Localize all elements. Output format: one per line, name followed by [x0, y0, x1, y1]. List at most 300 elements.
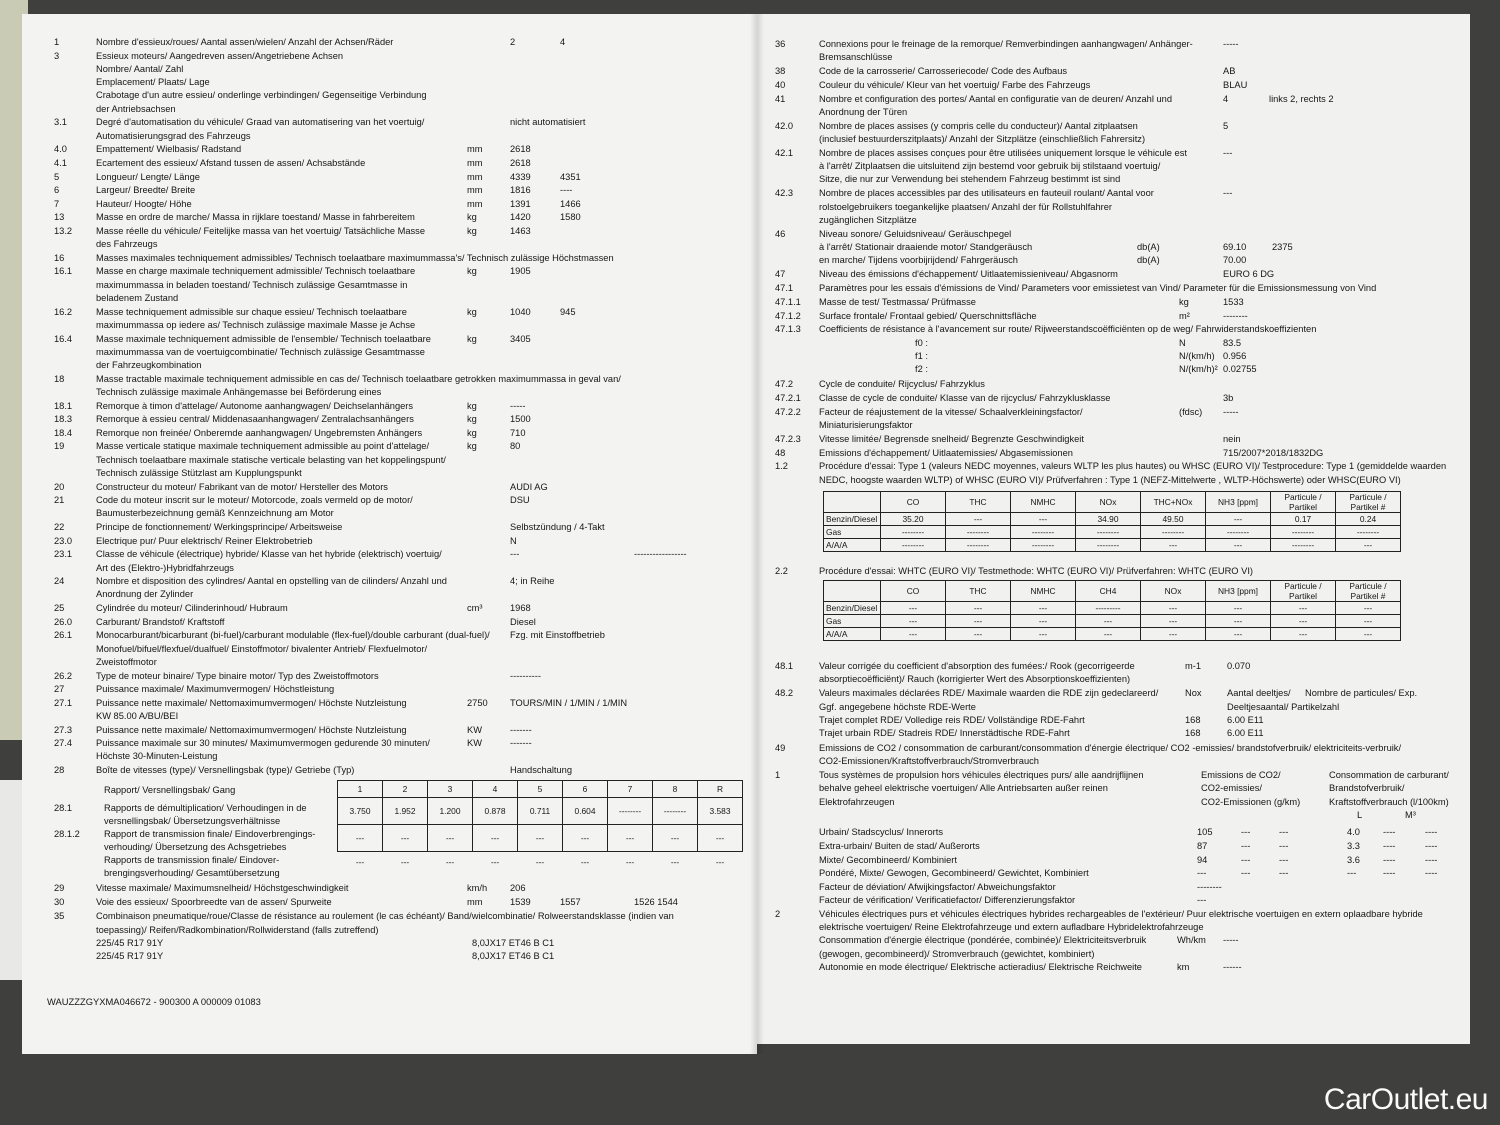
- row-label: [96, 171, 200, 184]
- emissions-table: [823, 580, 1401, 641]
- fuel-header: Brandstofverbruik/: [1329, 783, 1405, 794]
- value-1: ---: [1223, 147, 1233, 158]
- label-line: Vitesse maximale/ Maximumsnelheid/ Höchstgeschwindigkeit: [96, 882, 349, 893]
- label-line: Puissance maximale sur 30 minutes/ Maximumvermogen gedurende 30 minuten/: [96, 738, 430, 749]
- label-line: Boîte de vitesses (type)/ Versnellingsbak (type)/ Getriebe (Typ): [96, 765, 355, 776]
- row-number: 4.1: [54, 157, 67, 168]
- row-label: [96, 683, 334, 696]
- row-label: [819, 65, 1067, 78]
- coeff-unit: N/(km/h)²: [1179, 364, 1218, 375]
- table-cell: --------: [946, 526, 1011, 539]
- value-3: -----------------: [634, 549, 687, 560]
- row-label: [96, 882, 349, 895]
- row-number: 35: [54, 911, 65, 922]
- value-1: 710: [510, 427, 526, 438]
- label-line: (gewogen, gecombineerd)/ Stromverbrauch (gewichtet, kombiniert): [819, 948, 1095, 959]
- row-label: [819, 282, 1376, 295]
- gearbox-table-row: [338, 851, 743, 872]
- row-label: [96, 373, 621, 400]
- table-row: [824, 539, 1401, 552]
- unit: 2750: [467, 697, 488, 708]
- gearbox-table-row: [338, 780, 743, 797]
- gearbox-table-row: [338, 797, 743, 824]
- row-label: [96, 521, 342, 534]
- table-cell: ---: [1336, 539, 1401, 552]
- label-line: Constructeur du moteur/ Fabrikant van de motor/ Hersteller des Motors: [96, 481, 388, 492]
- row-label: [819, 228, 1032, 268]
- unit: mm: [467, 185, 483, 196]
- co2-header: CO2-emissies/: [1201, 783, 1262, 794]
- gearbox-cell: 6: [563, 780, 608, 797]
- value-1: ---: [510, 549, 520, 560]
- tyre-size: 8,0JX17 ET46 B C1: [472, 937, 555, 948]
- table-cell: ---: [1336, 601, 1401, 614]
- row-label: [96, 896, 332, 909]
- row-label: [96, 252, 614, 265]
- value: ------: [1223, 962, 1242, 973]
- table-cell: ---: [1336, 614, 1401, 627]
- row-number: 27: [54, 684, 65, 695]
- row-number: 42.0: [775, 120, 794, 131]
- table-header-cell: THC: [946, 492, 1011, 513]
- row-label: [96, 36, 393, 49]
- row-label: [96, 602, 288, 615]
- row-label: [819, 687, 1158, 740]
- row-label: [819, 660, 1135, 687]
- label-line: absorptiecoëfficiënt)/ Rauch (korrigierter Wert des Absorptionskoeffizienten): [819, 673, 1131, 684]
- row-number: 19: [54, 441, 65, 452]
- table-cell: A/A/A: [824, 539, 881, 552]
- coeff-label: f1 :: [915, 350, 928, 361]
- row-label: [96, 211, 415, 224]
- value-1: 1040: [510, 306, 531, 317]
- consumption-b: ---: [1279, 840, 1289, 851]
- label-line: elektrische voertuigen/ Reine Elektrofahrzeuge und extern aufladbare Hybridelektrofahrzeuge: [819, 922, 1204, 933]
- value-1: 4; in Reihe: [510, 576, 555, 587]
- row-label: [96, 764, 354, 777]
- value-1: 1391: [510, 198, 531, 209]
- row-number: 47.1.1: [775, 296, 801, 307]
- label-line: Rapport de transmission finale/ Eindoverbrengings-: [104, 828, 316, 839]
- row-label: [96, 157, 365, 170]
- consumption-l: 4.0: [1347, 827, 1360, 838]
- table-header-cell: NOx: [1141, 580, 1206, 601]
- label-line: Facteur de réajustement de la vitesse/ Schaalverkleiningsfactor/: [819, 406, 1083, 417]
- table-cell: Benzin/Diesel: [824, 601, 881, 614]
- value-1: 206: [510, 882, 526, 893]
- label-line: Classe de véhicule (électrique) hybride/ Klasse van het hybride (elektrisch) voertuig/: [96, 549, 442, 560]
- row-number: 18.1: [54, 400, 73, 411]
- row-label: [96, 616, 225, 629]
- row-label: [819, 460, 1446, 487]
- label-line: maximummassa van de voertuigcombinatie/ Technisch zulässige Gesamtmasse: [96, 346, 425, 357]
- value-1: Handschaltung: [510, 765, 573, 776]
- consumption-co2: 105: [1197, 827, 1213, 838]
- gearbox-cell: ---: [490, 856, 500, 867]
- gearbox-cell: 5: [518, 780, 563, 797]
- row-number: 25: [54, 603, 65, 614]
- row-number: 48.2: [775, 688, 794, 699]
- label-line: Consommation d'énergie électrique (pondérée, combinée)/ Elektriciteitsverbruik: [819, 935, 1147, 946]
- row-number: 26.2: [54, 670, 73, 681]
- value-1: -------: [510, 724, 532, 735]
- rde-col-1: Nox: [1185, 688, 1202, 699]
- row-number: 6: [54, 185, 60, 196]
- gearbox-cell: ---: [715, 856, 725, 867]
- label-line: Remorque à essieu central/ Middenasaanhangwagen/ Zentralachsanhängers: [96, 414, 414, 425]
- value-2: 1580: [560, 212, 581, 223]
- table-cell: 0.24: [1336, 513, 1401, 526]
- value-1: TOURS/MIN / 1/MIN / 1/MIN: [510, 697, 628, 708]
- row-number: 42.3: [775, 188, 794, 199]
- row-label: [96, 265, 415, 305]
- row-number: 26.0: [54, 616, 73, 627]
- table-cell: Gas: [824, 526, 881, 539]
- document-page-right: [757, 14, 1470, 1044]
- value-1: -----: [1223, 39, 1239, 49]
- label-line: Baumusterbezeichnung gemäß Kennzeichnung am Motor: [96, 508, 334, 519]
- label-line: Masse réelle du véhicule/ Feitelijke massa van het voertuig/ Tatsächliche Masse: [96, 225, 425, 236]
- row-number: 40: [775, 79, 786, 90]
- gearbox-table-row: [338, 824, 743, 851]
- table-cell: 35.20: [881, 513, 946, 526]
- label-line: Type de moteur binaire/ Type binaire motor/ Typ des Zweistoffmotors: [96, 670, 379, 681]
- row-number: 47.1: [775, 282, 794, 293]
- gearbox-cell: 7: [608, 780, 653, 797]
- label-line: brengingsverhouding/ Gesamtübersetzung: [104, 867, 280, 878]
- table-row: [824, 614, 1401, 627]
- row-number: 36: [775, 39, 786, 49]
- table-cell: ---: [946, 614, 1011, 627]
- label-line: Principe de fonctionnement/ Werkingsprincipe/ Arbeitsweise: [96, 522, 343, 533]
- consumption-co2: 87: [1197, 840, 1208, 851]
- label-line: Nombre/ Aantal/ Zahl: [96, 63, 184, 74]
- table-cell: ---: [946, 513, 1011, 526]
- row-number: 28.1.2: [54, 828, 80, 839]
- coeff-label: f0 :: [915, 337, 928, 348]
- table-cell: ---: [1011, 601, 1076, 614]
- label-line: Masse maximale techniquement admissible de l'ensemble/ Technisch toelaatbare: [96, 333, 431, 344]
- label-line: Classe de cycle de conduite/ Klasse van de rijcyclus/ Fahrzyklusklasse: [819, 392, 1111, 403]
- row-label: [104, 854, 280, 881]
- label-line: Carburant/ Brandstof/ Kraftstoff: [96, 616, 225, 627]
- gearbox-cell: ---: [428, 824, 473, 851]
- gearbox-cell: R: [698, 780, 743, 797]
- row-number: 2: [775, 908, 781, 919]
- value-1: -----: [1223, 406, 1239, 417]
- label-line: Masse techniquement admissible sur chaque essieu/ Technisch toelaatbare: [96, 306, 407, 317]
- gearbox-cell: ---: [653, 824, 698, 851]
- table-row: [824, 513, 1401, 526]
- table-header-row: [824, 580, 1401, 601]
- label-line: Connexions pour le freinage de la remorque/ Remverbindingen aanhangwagen/ Anhänger-: [819, 39, 1193, 49]
- rde-col-2: 6.00 E11: [1227, 714, 1264, 725]
- row-number: 22: [54, 522, 65, 533]
- value-1: Fzg. mit Einstoffbetrieb: [510, 630, 605, 641]
- value-1: DSU: [510, 495, 530, 506]
- consumption-co2: ---: [1197, 868, 1207, 879]
- label-line: Paramètres pour les essais d'émissions de Vind/ Parameters voor emissietest van Vind/ Parameter für die Emissionsmessung von Vind: [819, 282, 1377, 293]
- unit: m-1: [1185, 660, 1202, 671]
- table-header-cell: CH4: [1076, 580, 1141, 601]
- row-number: 3: [54, 50, 60, 61]
- background-sheet: [0, 780, 24, 980]
- table-cell: ---: [1141, 539, 1206, 552]
- table-header-cell: CO: [881, 492, 946, 513]
- consumption-co2: ---: [1197, 895, 1207, 906]
- co2-header: CO2-Emissionen (g/km): [1201, 796, 1301, 807]
- unit: KW: [467, 738, 482, 749]
- label-line: Nombre et disposition des cylindres/ Aantal en opstelling van de cilinders/ Anzahl und: [96, 576, 447, 587]
- unit: mm: [467, 144, 483, 155]
- row-label: Mixte/ Gecombineerd/ Kombiniert: [819, 854, 957, 865]
- label-line: maximummassa in beladen toestand/ Technisch zulässige Gesamtmasse in: [96, 279, 408, 290]
- unit-l: L: [1357, 809, 1363, 820]
- row-label: Procédure d'essai: WHTC (EURO VI)/ Testmethode: WHTC (EURO VI)/ Prüfverfahren: WHTC (EURO VI): [819, 566, 1253, 577]
- table-header-cell: [824, 580, 881, 601]
- unit-m3: M³: [1405, 809, 1416, 820]
- row-label: [96, 116, 424, 143]
- value-1: 3b: [1223, 392, 1234, 403]
- row-number: 1: [775, 770, 781, 781]
- row-number: 13: [54, 212, 65, 223]
- consumption-a: ---: [1241, 840, 1251, 851]
- row-number: 16: [54, 252, 65, 263]
- table-cell: --------: [1141, 526, 1206, 539]
- label-line: Höchste 30-Minuten-Leistung: [96, 751, 218, 762]
- row-label: [96, 535, 313, 548]
- label-line: Masses maximales techniquement admissibles/ Technisch toelaatbare maximummassa's/ Technisch zulässige Höchstmassen: [96, 252, 614, 263]
- gearbox-cell: ---: [400, 856, 410, 867]
- value-1: 4339: [510, 171, 531, 182]
- label-line: Ecartement des essieux/ Afstand tussen de assen/ Achsabstände: [96, 157, 366, 168]
- row-label: [819, 447, 1073, 460]
- table-cell: ---: [1206, 614, 1271, 627]
- label-line: Nombre de places assises (y compris celle du conducteur)/ Aantal zitplaatsen: [819, 120, 1138, 131]
- row-number: 16.1: [54, 266, 73, 277]
- label-line: Rapports de transmission finale/ Eindover-: [104, 854, 280, 865]
- unit: kg: [467, 427, 477, 438]
- coeff-value: 0.02755: [1223, 364, 1257, 375]
- label-line: Essieux moteurs/ Aangedreven assen/Angetriebene Achsen: [96, 50, 344, 61]
- row-number: 42.1: [775, 147, 794, 158]
- table-cell: ---: [1141, 601, 1206, 614]
- unit: kg: [467, 306, 477, 317]
- table-cell: --------: [1206, 526, 1271, 539]
- consumption-b: ---: [1279, 868, 1289, 879]
- row-label: [96, 481, 388, 494]
- rde-col-2: Aantal deeltjes/: [1227, 688, 1291, 699]
- label-line: der Antriebsachsen: [96, 103, 176, 114]
- row-label: [96, 670, 379, 683]
- label-line: Masse en ordre de marche/ Massa in rijklare toestand/ Masse in fahrbereitem: [96, 212, 415, 223]
- row-number: 2.2: [775, 566, 788, 577]
- label-line: Electrique pur/ Puur elektrisch/ Reiner Elektrobetrieb: [96, 535, 313, 546]
- table-cell: ---: [1336, 627, 1401, 640]
- row-label: Facteur de déviation/ Afwijkingsfactor/ Abweichungsfaktor: [819, 881, 1056, 892]
- label-line: Puissance nette maximale/ Nettomaximumvermogen/ Höchste Nutzleistung: [96, 724, 407, 735]
- consumption-m1: ----: [1383, 840, 1396, 851]
- table-cell: ---: [881, 614, 946, 627]
- table-cell: --------: [1271, 539, 1336, 552]
- row-number: 27.4: [54, 738, 73, 749]
- value-1: N: [510, 535, 517, 546]
- value-1: 5: [1223, 120, 1229, 131]
- label-line: Niveau des émissions d'échappement/ Uitlaatemissieniveau/ Abgasnorm: [819, 269, 1118, 280]
- label-line: Technisch zulässige maximale Anhängemasse bei Beförderung eines: [96, 386, 382, 397]
- unit: kg: [467, 414, 477, 425]
- row-number: 46: [775, 228, 786, 239]
- label-line: der Fahrzeugkombination: [96, 360, 202, 371]
- label-line: Masse en charge maximale techniquement admissible/ Technisch toelaatbare: [96, 266, 416, 277]
- label-line: Voie des essieux/ Spoorbreedte van de assen/ Spurweite: [96, 897, 332, 907]
- label-line: Rapport/ Versnellingsbak/ Gang: [104, 784, 236, 795]
- consumption-m2: ----: [1425, 854, 1438, 865]
- label-line: 225/45 R17 91Y: [96, 951, 164, 962]
- consumption-l: 3.3: [1347, 840, 1360, 851]
- value-1: 2618: [510, 144, 531, 155]
- consumption-l: ---: [1347, 868, 1357, 879]
- row-label: [819, 120, 1145, 147]
- label-line: Emplacement/ Plaats/ Lage: [96, 77, 210, 88]
- value-1: -----: [510, 400, 526, 411]
- value-1: 2618: [510, 157, 531, 168]
- label-line: Couleur du véhicule/ Kleur van het voertuig/ Farbe des Fahrzeugs: [819, 79, 1091, 90]
- label-line: (inclusief bestuurderszitplaats)/ Anzahl der Sitzplätze (einschließlich Fahrersitz): [819, 134, 1146, 145]
- table-header-cell: Particule / Partikel #: [1336, 492, 1401, 513]
- gearbox-cell: 1: [338, 780, 383, 797]
- fuel-header: Kraftstoffverbrauch (l/100km): [1329, 796, 1449, 807]
- gearbox-cell: --------: [653, 797, 698, 824]
- unit: kg: [467, 212, 477, 223]
- row-number: 18.3: [54, 414, 73, 425]
- value-1: 715/2007*2018/1832DG: [1223, 447, 1324, 458]
- row-number: 47.2.2: [775, 406, 801, 417]
- gearbox-cell: ---: [383, 824, 428, 851]
- label-line: Anordnung der Zylinder: [96, 589, 194, 600]
- value: -----: [1223, 935, 1239, 946]
- table-cell: ---------: [1076, 601, 1141, 614]
- row-label: [96, 548, 442, 575]
- gearbox-cell: ---: [563, 824, 608, 851]
- rde-col-1: 168: [1185, 728, 1201, 739]
- row-label: [96, 697, 407, 724]
- table-cell: ---: [1206, 539, 1271, 552]
- value-1: 0.070: [1227, 660, 1251, 671]
- value-2: 1557: [560, 897, 581, 907]
- label-line: Trajet urbain RDE/ Stadreis RDE/ Innerstädtische RDE-Fahrt: [819, 728, 1070, 739]
- consumption-co2: 94: [1197, 854, 1208, 865]
- label-line: Technisch toelaatbare maximale statische verticale belasting van het koppelingspunt/: [96, 454, 446, 465]
- table-header-cell: THC+NOx: [1141, 492, 1206, 513]
- table-cell: --------: [1011, 539, 1076, 552]
- gearbox-cell: ---: [535, 856, 545, 867]
- label-line: Combinaison pneumatique/roue/Classe de résistance au roulement (le cas échéant)/ Band/wielcombinatie/ Rolweerstandsklasse (indien van: [96, 911, 674, 922]
- gearbox-cell: ---: [625, 856, 635, 867]
- row-number: 13.2: [54, 225, 73, 236]
- value-2: ----: [560, 185, 573, 196]
- gearbox-cell: ---: [338, 824, 383, 851]
- label-line: Monocarburant/bicarburant (bi-fuel)/carburant modulable (flex-fuel)/double carburant (dual-fuel)/: [96, 630, 490, 641]
- row-label: [96, 494, 413, 521]
- row-label: [96, 427, 422, 440]
- label-line: rolstoelgebruikers toegankelijke plaatsen/ Anzahl der für Rollstuhlfahrer: [819, 201, 1113, 212]
- table-header-cell: NMHC: [1011, 580, 1076, 601]
- table-cell: ---: [1271, 614, 1336, 627]
- value-1: 1500: [510, 414, 531, 425]
- table-cell: --------: [1076, 539, 1141, 552]
- row-number: 47: [775, 269, 786, 280]
- row-label: [96, 724, 407, 737]
- table-header-cell: [824, 492, 881, 513]
- label-line: Trajet complet RDE/ Volledige reis RDE/ Vollständige RDE-Fahrt: [819, 714, 1085, 725]
- row-label: [96, 575, 447, 602]
- coeff-unit: N: [1179, 337, 1186, 348]
- row-label: [819, 268, 1118, 281]
- consumption-a: ---: [1241, 868, 1251, 879]
- consumption-b: ---: [1279, 854, 1289, 865]
- value-3: 1526 1544: [634, 897, 678, 907]
- row-label: [104, 802, 307, 829]
- row-label: Facteur de vérification/ Verificatiefactor/ Differenzierungsfaktor: [819, 895, 1076, 906]
- row-label: [96, 333, 431, 373]
- row-label: Extra-urbain/ Buiten de stad/ Außerorts: [819, 840, 980, 851]
- document-page-left: [22, 14, 757, 1054]
- row-number: 27.3: [54, 724, 73, 735]
- coeff-value: 83.5: [1223, 337, 1242, 348]
- gearbox-cell: 1.200: [428, 797, 473, 824]
- table-cell: ---: [1271, 601, 1336, 614]
- value-1: 4: [1223, 93, 1229, 104]
- row-number: 41: [775, 93, 786, 104]
- row-label: [819, 310, 1037, 323]
- value-1: 80: [510, 441, 521, 452]
- label-line: maximummassa op iedere as/ Technisch zulässige maximale Masse je Achse: [96, 319, 416, 330]
- label-line: Niveau sonore/ Geluidsniveau/ Geräuschpegel: [819, 228, 1012, 239]
- table-cell: ---: [881, 627, 946, 640]
- label-line: behalve geheel elektrische voertuigen/ Alle Antriebsarten außer reinen: [819, 783, 1108, 794]
- table-row: [824, 601, 1401, 614]
- row-number: 20: [54, 481, 65, 492]
- gearbox-cell: 3.750: [338, 797, 383, 824]
- label-line: Valeur corrigée du coefficient d'absorption des fumées:/ Rook (gecorrigeerde: [819, 660, 1135, 671]
- gearbox-cell: --------: [608, 797, 653, 824]
- table-cell: ---: [881, 601, 946, 614]
- label-line: Valeurs maximales déclarées RDE/ Maximale waarden die RDE zijn gedeclareerd/: [819, 688, 1159, 699]
- table-cell: --------: [946, 539, 1011, 552]
- label-line: Empattement/ Wielbasis/ Radstand: [96, 144, 242, 155]
- row-number: 24: [54, 576, 65, 587]
- row-number: 26.1: [54, 630, 73, 641]
- label-line: Anordnung der Türen: [819, 106, 908, 117]
- value-1: ---: [1223, 188, 1233, 199]
- coeff-label: f2 :: [915, 364, 928, 375]
- gearbox-cell: ---: [608, 824, 653, 851]
- label-line: Code de la carrosserie/ Carrosseriecode/ Code des Aufbaus: [819, 66, 1068, 77]
- gearbox-table: [337, 780, 743, 872]
- label-line: Nombre de places assises conçues pour être utilisées uniquement lorsque le véhicule est: [819, 147, 1187, 158]
- unit: mm: [467, 157, 483, 168]
- table-header-cell: NH3 [ppm]: [1206, 580, 1271, 601]
- row-label: [96, 629, 490, 669]
- label-line: Cylindrée du moteur/ Cilinderinhoud/ Hubraum: [96, 603, 288, 614]
- page-fold: [750, 14, 764, 1054]
- gearbox-cell: 8: [653, 780, 698, 797]
- table-cell: ---: [1141, 614, 1206, 627]
- unit: kg: [467, 441, 477, 452]
- row-label: [819, 769, 1144, 809]
- table-cell: Gas: [824, 614, 881, 627]
